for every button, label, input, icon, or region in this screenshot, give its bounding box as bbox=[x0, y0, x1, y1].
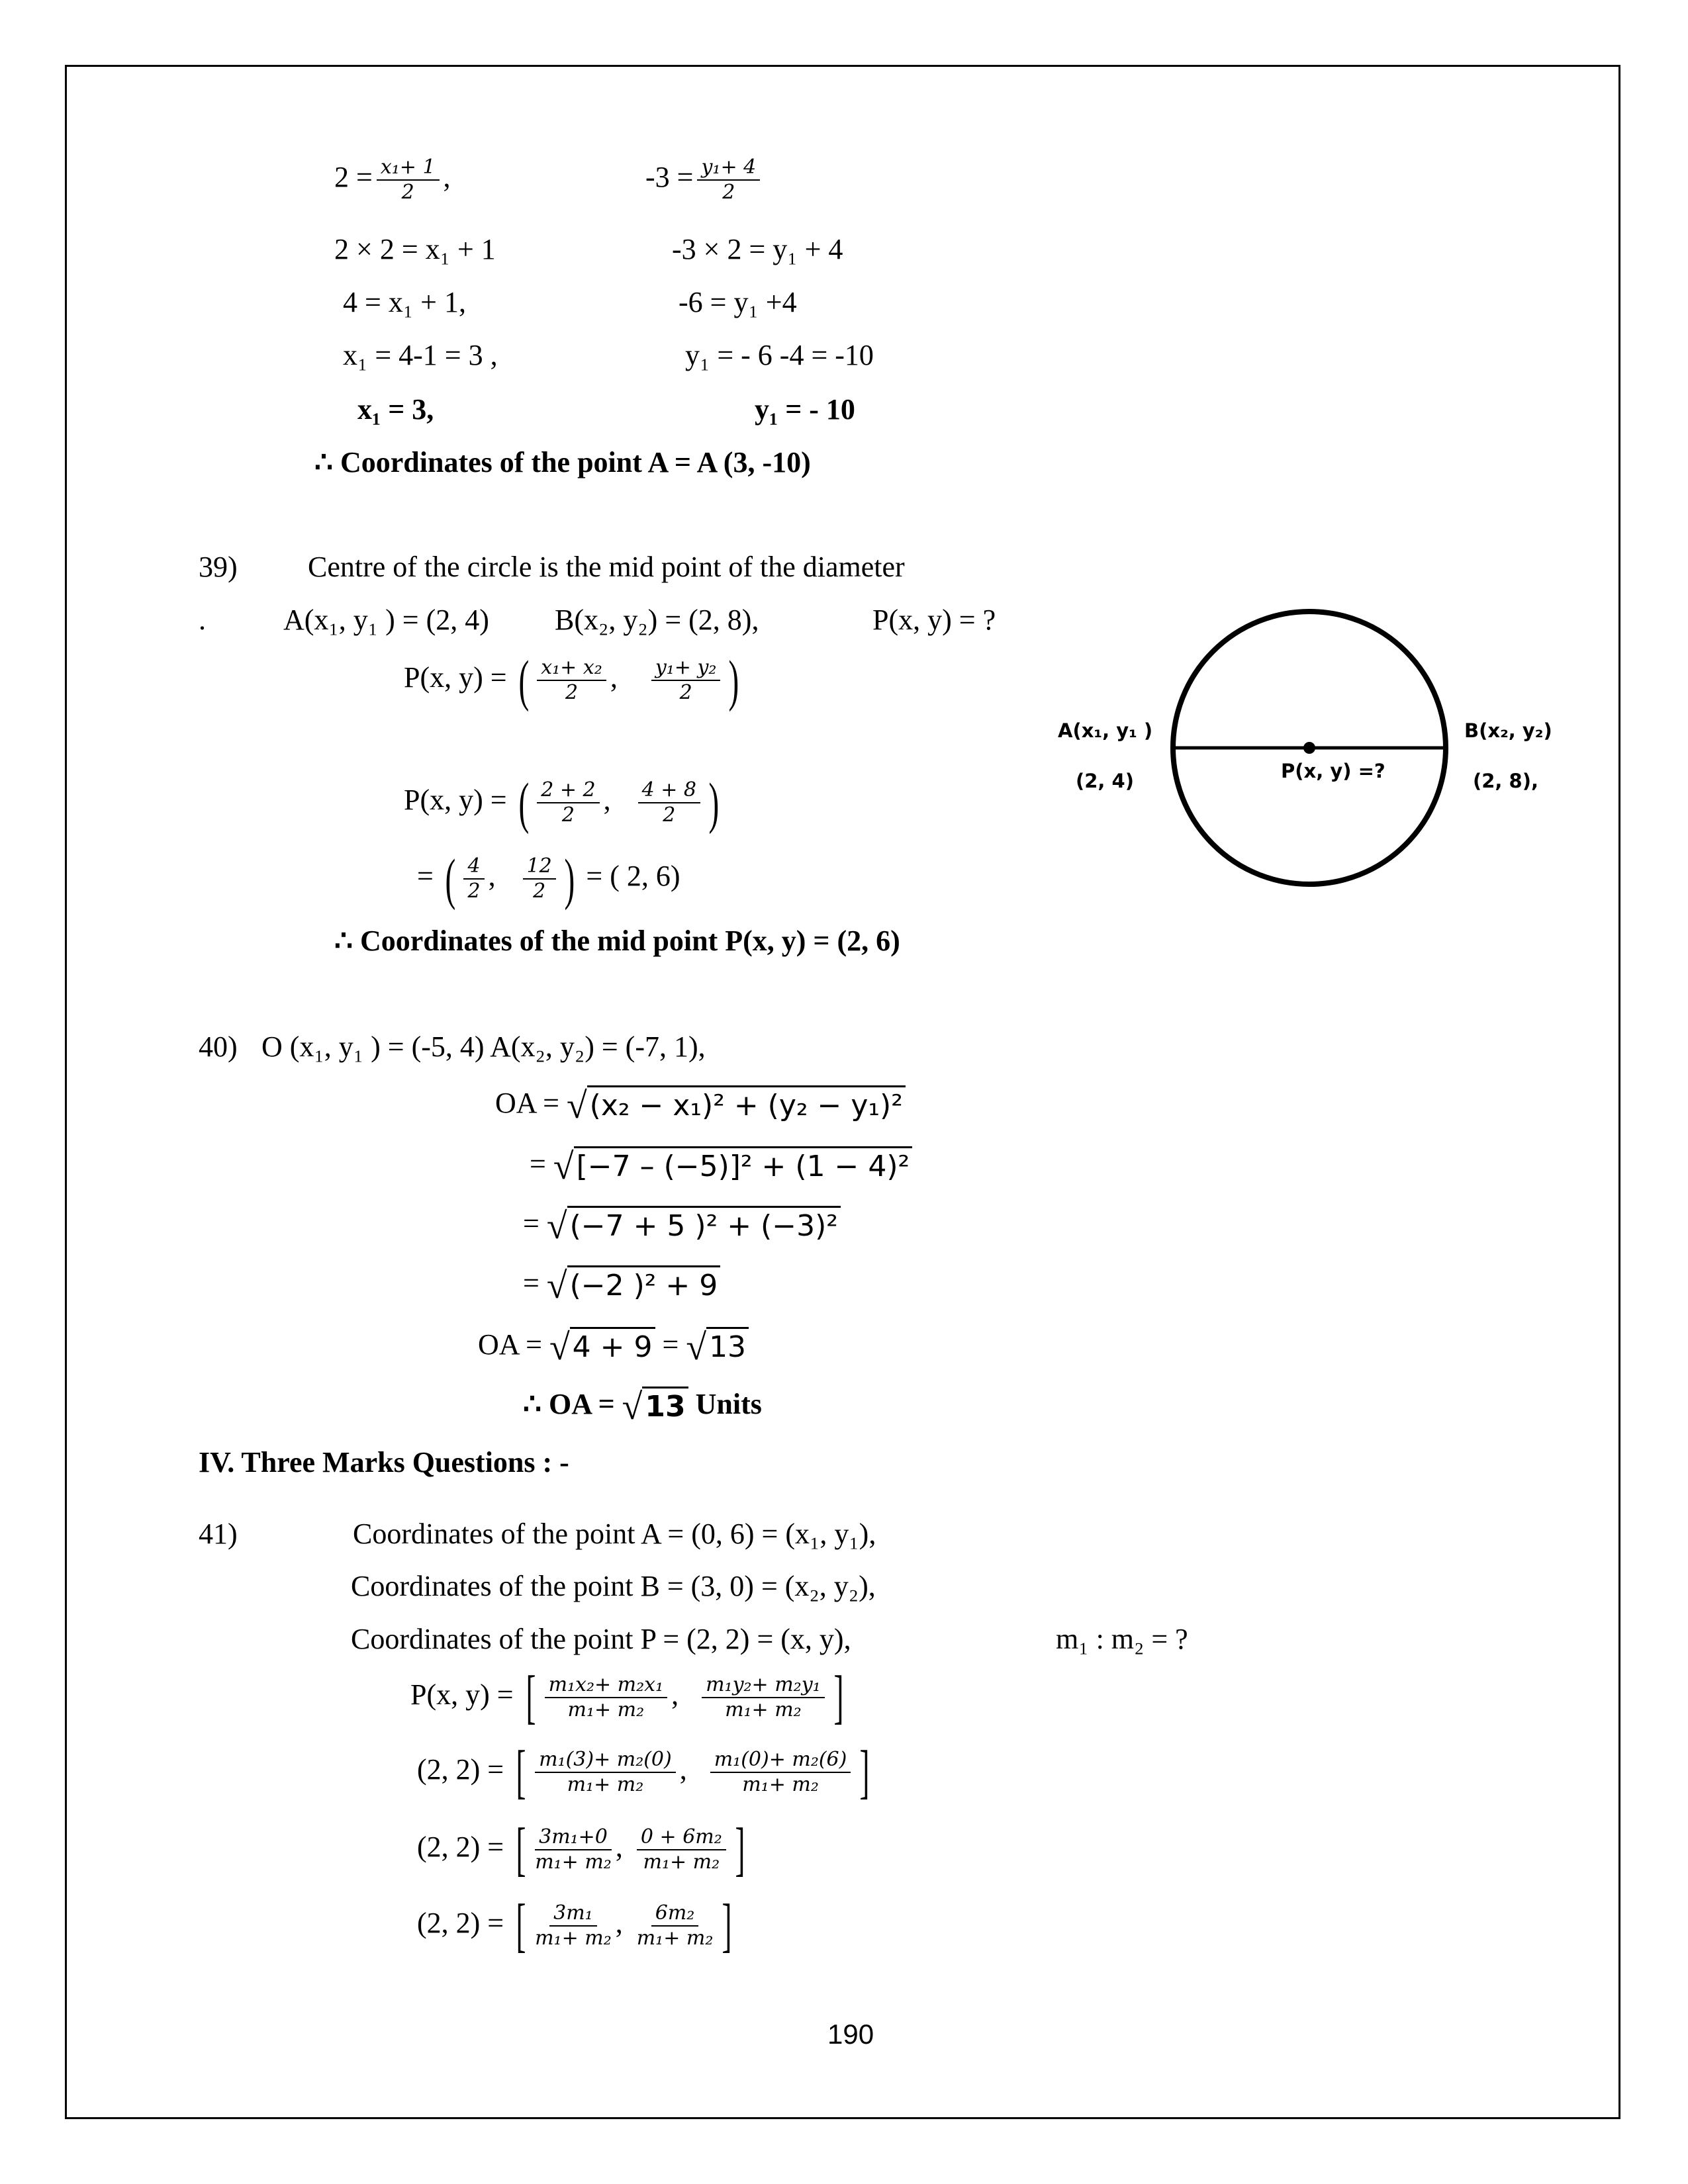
q38-result: ∴ Coordinates of the point A = A (3, -10) bbox=[314, 446, 811, 478]
q40-step1: = √[−7 – (−5)]² + (1 − 4)² bbox=[530, 1148, 912, 1185]
q40-number: 40) bbox=[199, 1030, 238, 1063]
q39-substitution: P(x, y) = ( $\frac{2 + 2}{2}$ , $\frac{4 + 8}{2}$ ) bbox=[404, 771, 720, 835]
q41-point-b: Coordinates of the point B = (3, 0) = (x₂, y₂), bbox=[351, 1570, 876, 1602]
q38-line5-left: x₁ = 3, bbox=[357, 393, 434, 426]
q41-number: 41) bbox=[199, 1518, 238, 1550]
q38-line3-right: -6 = y₁ +4 bbox=[679, 286, 797, 318]
q41-formula-4: (2, 2) = [ $\frac{\text{3m₁}}{\text{m₁+ m₂}}$ , $\frac{\text{6m₂}}{\text{m₁+ m₂}}$ ] bbox=[417, 1893, 732, 1958]
diagram-label-b-value: (2, 8), bbox=[1473, 770, 1538, 792]
q38-line5-right: y₁ = - 10 bbox=[755, 393, 855, 426]
page-number: 190 bbox=[827, 2019, 874, 2050]
q40-given: O (x₁, y₁ ) = (-5, 4) A(x₂, y₂) = (-7, 1), bbox=[261, 1030, 706, 1063]
q39-number: 39) bbox=[199, 551, 238, 583]
diagram-label-p: P(x, y) =? bbox=[1281, 760, 1385, 782]
q40-step3: = √(−2 )² + 9 bbox=[523, 1267, 720, 1304]
q39-result: ∴ Coordinates of the mid point P(x, y) = (2, 6) bbox=[334, 925, 900, 957]
q38-line2-right: -3 × 2 = y₁ + 4 bbox=[672, 233, 843, 265]
q38-line1-left: 2 = $\frac{\text{x₁+ 1}}{2}$ , bbox=[334, 156, 451, 204]
q39-simplify: = ( $\frac{4}{2}$ , $\frac{12}{2}$ ) = ( 2, 6) bbox=[417, 847, 680, 911]
q39-statement: Centre of the circle is the mid point of the diameter bbox=[308, 551, 905, 583]
q38-line4-right: y₁ = - 6 -4 = -10 bbox=[685, 339, 874, 371]
q40-oa-formula: OA = √(x₂ − x₁)² + (y₂ − y₁)² bbox=[495, 1087, 906, 1124]
diagram-label-b: B(x₂, y₂) bbox=[1464, 719, 1552, 742]
q39-formula: P(x, y) = ( $\frac{\text{x₁+ x₂}}{2}$ , $\frac{\text{y₁+ y₂}}{2}$ ) bbox=[404, 649, 739, 712]
q39-given-a: A(x₁, y₁ ) = (2, 4) bbox=[283, 604, 489, 636]
centre-point bbox=[1303, 742, 1315, 754]
q41-formula-3: (2, 2) = [ $\frac{\text{3m₁+0}}{\text{m₁+ m₂}}$ , $\frac{\text{0 + 6m₂}}{\text{m₁+ m₂}}$ ] bbox=[417, 1817, 745, 1882]
diagram-label-a-value: (2, 4) bbox=[1076, 770, 1134, 792]
q41-formula-2: (2, 2) = [ $\frac{\text{m₁(3)+ m₂(0)}}{\text{m₁+ m₂}}$ , $\frac{\text{m₁(0)+ m₂(6)}}{\text{m₁+ m₂}}$ ] bbox=[417, 1739, 870, 1805]
q41-ratio-question: m₁ : m₂ = ? bbox=[1056, 1623, 1188, 1655]
q40-step4: OA = √4 + 9 = √13 bbox=[478, 1329, 749, 1366]
q39-given-b: B(x₂, y₂) = (2, 8), bbox=[555, 604, 759, 636]
diagram-label-a: A(x₁, y₁ ) bbox=[1058, 719, 1153, 742]
q38-line2-left: 2 × 2 = x₁ + 1 bbox=[334, 233, 496, 265]
q39-given-p: P(x, y) = ? bbox=[872, 604, 996, 636]
q40-result: ∴ OA = √13 Units bbox=[523, 1387, 762, 1428]
q41-formula-1: P(x, y) = [ $\frac{\text{m₁x₂+ m₂x₁}}{\text{m₁+ m₂}}$ , $\frac{\text{m₁y₂+ m₂y₁}}{\text{m₁+ m₂}}$ ] bbox=[410, 1664, 844, 1730]
q39-dot: . bbox=[199, 604, 206, 636]
q38-line3-left: 4 = x₁ + 1, bbox=[343, 286, 466, 318]
q38-line4-left: x₁ = 4-1 = 3 , bbox=[343, 339, 498, 371]
section-heading: IV. Three Marks Questions : - bbox=[199, 1446, 569, 1479]
q38-line1-right: -3 = $\frac{\text{y₁+ 4}}{2}$ bbox=[645, 158, 764, 203]
q41-point-p: Coordinates of the point P = (2, 2) = (x, y), bbox=[351, 1623, 851, 1655]
q40-step2: = √(−7 + 5 )² + (−3)² bbox=[523, 1208, 841, 1245]
circle-diagram bbox=[1033, 596, 1575, 900]
q41-point-a: Coordinates of the point A = (0, 6) = (x₁, y₁), bbox=[353, 1518, 876, 1550]
